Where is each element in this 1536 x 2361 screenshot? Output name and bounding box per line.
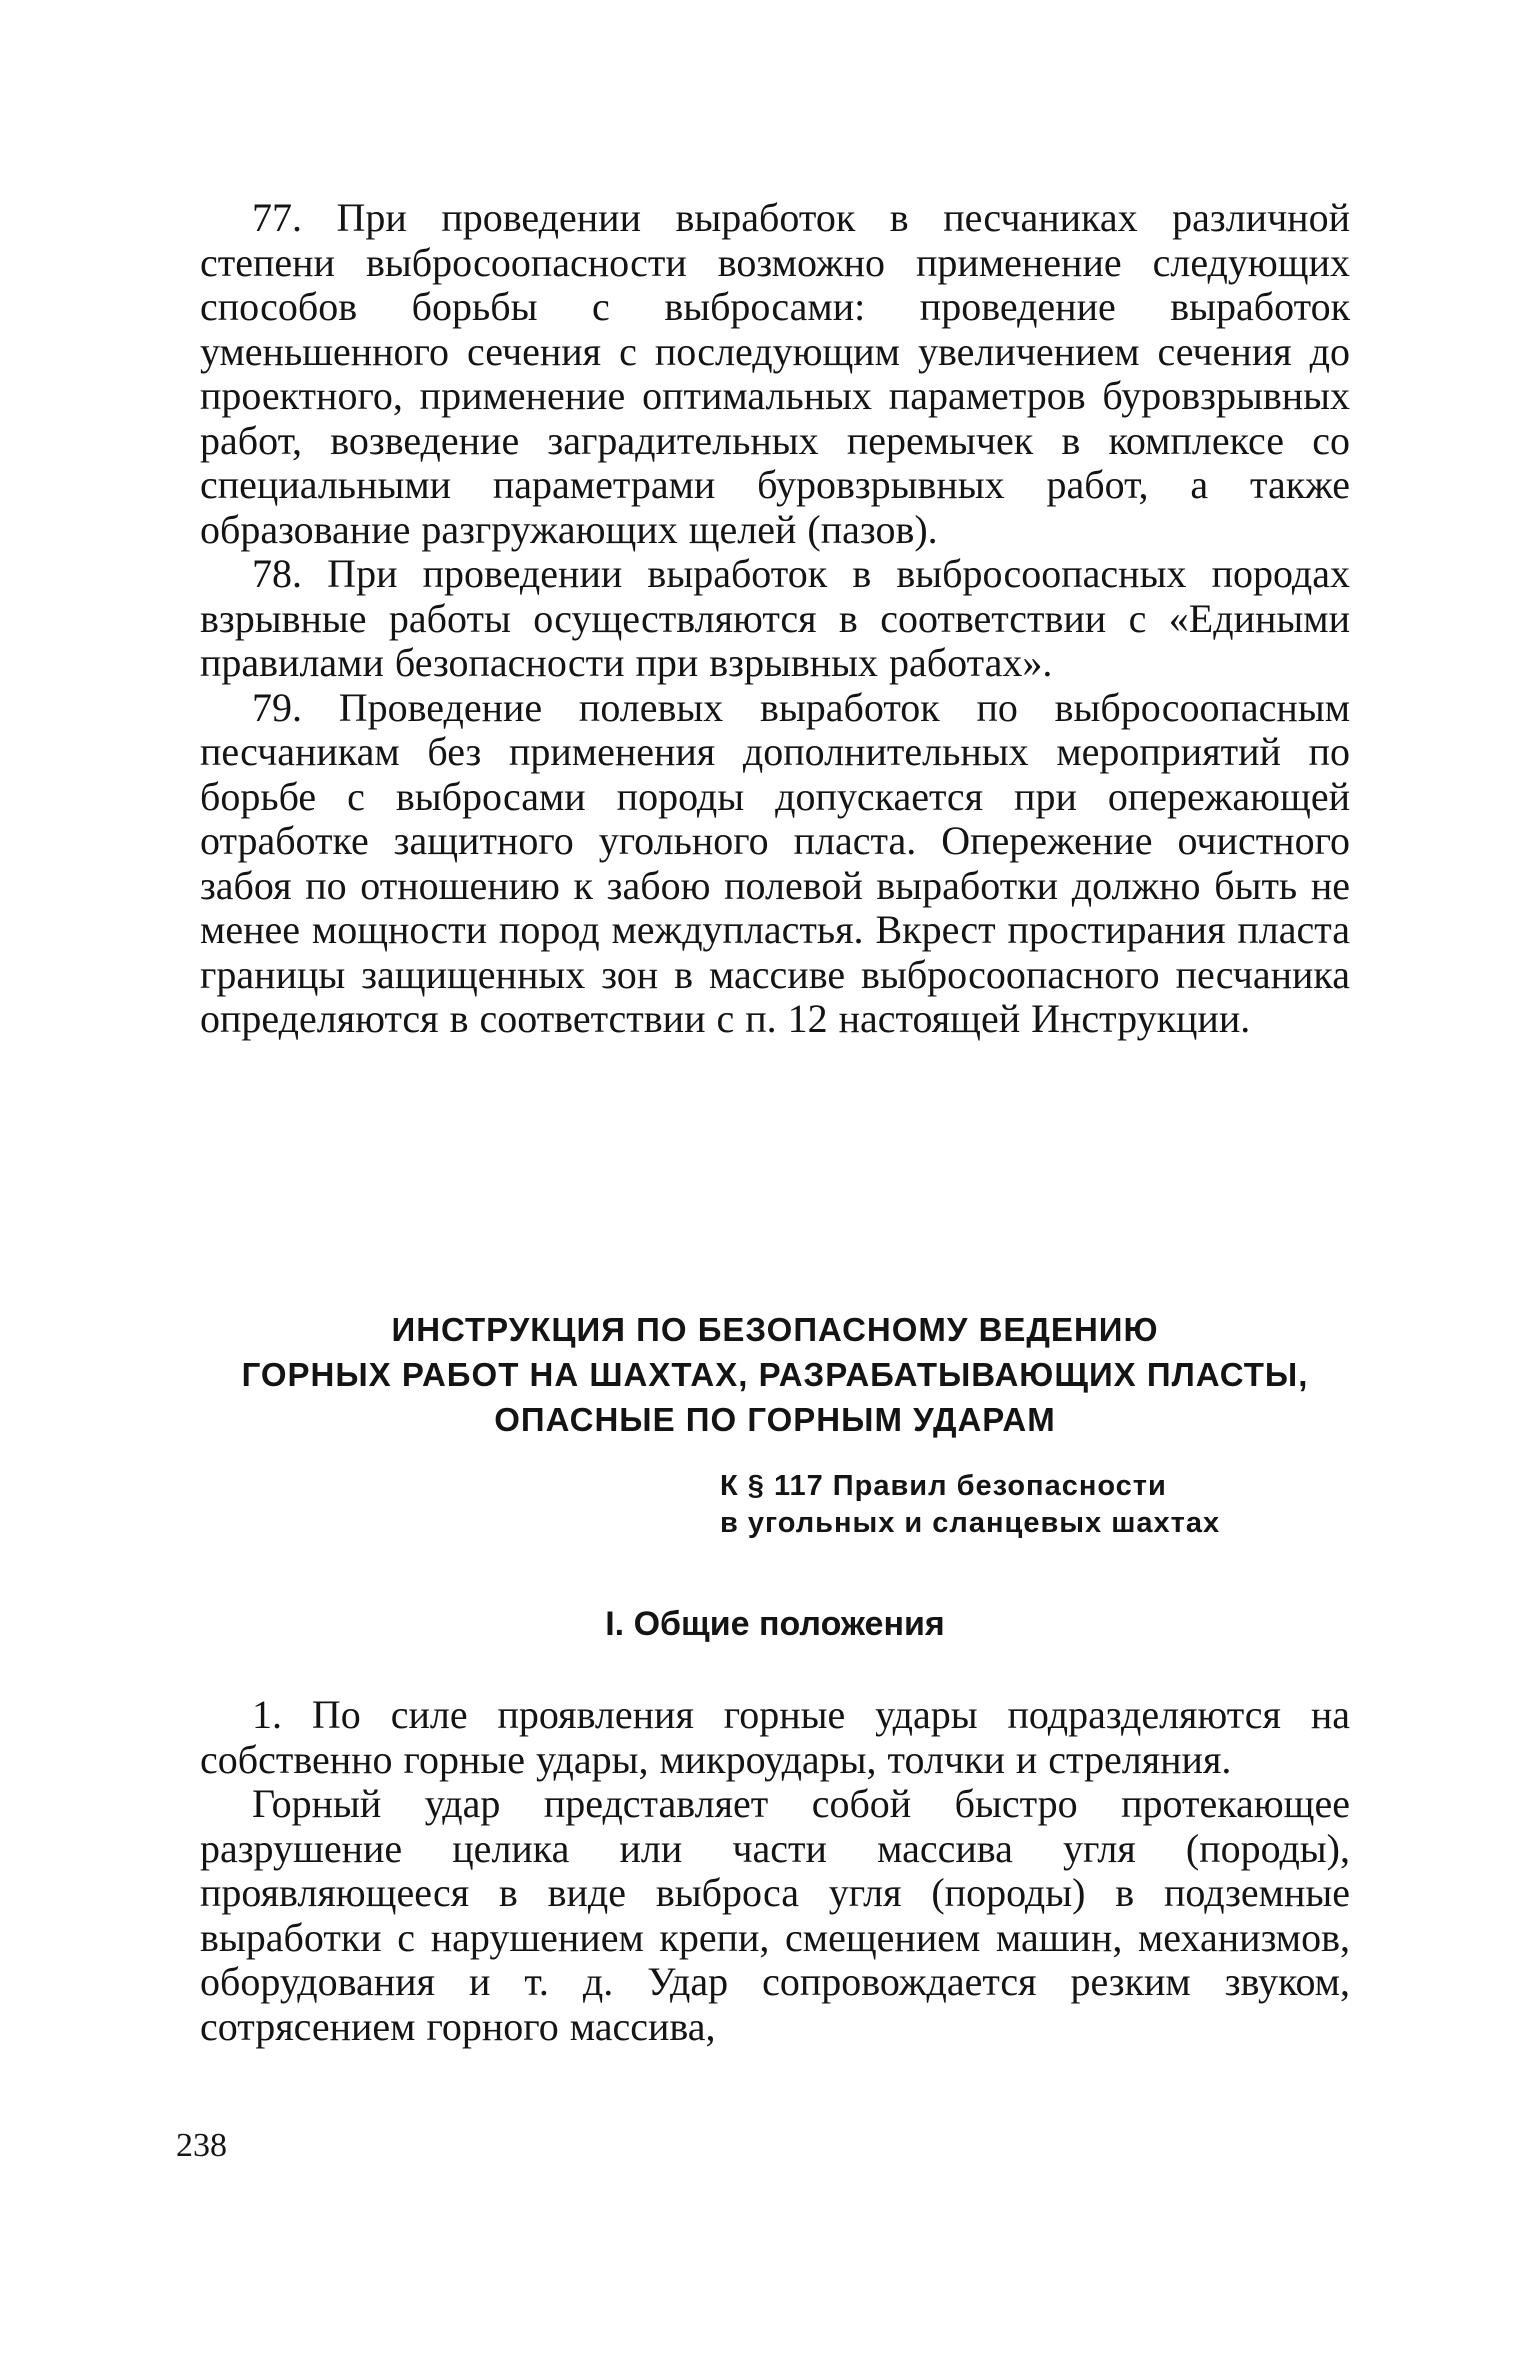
- paragraph-79: 79. Проведение полевых выработок по выбросоопасным песчаникам без применения дополнительных мероприятий по борьбе с выбросами породы допускается при опережающей отработке защитного угольного пласта. Опережение очистного забоя по отношению к забою полевой выработки должно быть не менее мощности пород междупластья. Вкрест простирания пласта границы защищенных зон в массиве выбросоопасного песчаника определяются в соответствии с п. 12 настоящей Инструкции.: [200, 684, 1350, 1041]
- paragraph-1: 1. По силе проявления горные удары подразделяются на собственно горные удары, микроудары, толчки и стреляния.: [200, 1692, 1350, 1782]
- document-title-line-1: ИНСТРУКЦИЯ ПО БЕЗОПАСНОМУ ВЕДЕНИЮ: [391, 1311, 1159, 1348]
- document-title-line-3: ОПАСНЫЕ ПО ГОРНЫМ УДАРАМ: [494, 1401, 1056, 1438]
- paragraph-77: 77. При проведении выработок в песчаниках различной степени выбросоопасности возможно применение следующих способов борьбы с выбросами: проведение выработок уменьшенного сечения с последующим увеличением сечения до проектного, применение оптимальных параметров буровзрывных работ, возведение заградительных перемычек в комплексе со специальными параметрами буровзрывных работ, а также образование разгружающих щелей (пазов).: [200, 195, 1350, 552]
- section-title: I. Общие положения: [605, 1605, 945, 1643]
- document-title: [200, 1307, 1350, 1442]
- epigraph-line-2: в угольных и сланцевых шахтах: [720, 1507, 1221, 1539]
- text-block-top: [200, 196, 1350, 1042]
- page-number: 238: [176, 2127, 227, 2164]
- epigraph-line-1: К § 117 Правил безопасности: [720, 1470, 1167, 1502]
- document-title-line-2: ГОРНЫХ РАБОТ НА ШАХТАХ, РАЗРАБАТЫВАЮЩИХ ПЛАСТЫ,: [241, 1356, 1309, 1393]
- epigraph-reference: [720, 1468, 1360, 1542]
- text-block-bottom: [200, 1693, 1350, 2049]
- paragraph-78: 78. При проведении выработок в выбросоопасных породах взрывные работы осуществляются в соответствии с «Едиными правилами безопасности при взрывных работах».: [200, 551, 1350, 685]
- paragraph-rock-burst-definition: Горный удар представляет собой быстро протекающее разрушение целика или части массива угля (породы), проявляющееся в виде выброса угля (породы) в подземные выработки с нарушением крепи, смещением машин, механизмов, оборудования и т. д. Удар сопровождается резким звуком, сотрясением горного массива,: [200, 1781, 1350, 2049]
